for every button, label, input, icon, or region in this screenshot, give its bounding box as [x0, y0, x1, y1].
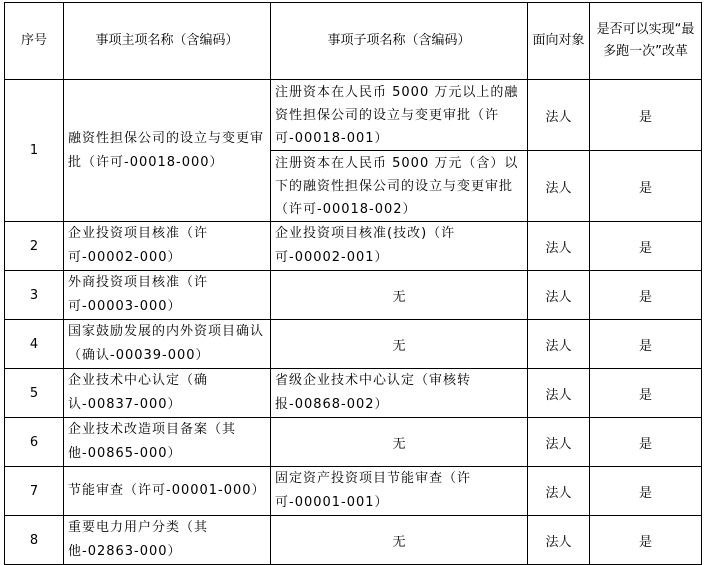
row-main-item: 节能审查（许可-00001-000）: [64, 467, 271, 516]
row-sub-item: 注册资本在人民币 5000 万元以上的融资性担保公司的设立与变更审批（许可-00018-001）: [271, 80, 528, 151]
table-header-row: [5, 3, 702, 80]
row-target: 法人: [528, 80, 590, 151]
table-row: [5, 320, 702, 369]
header-reform: 是否可以实现“最多跑一次”改革: [590, 3, 702, 80]
row-main-item: 融资性担保公司的设立与变更审批（许可-00018-000）: [64, 80, 271, 222]
row-seq: 2: [5, 222, 64, 271]
table-row: [5, 467, 702, 516]
row-sub-item: 无: [271, 418, 528, 467]
row-sub-item: 注册资本在人民币 5000 万元（含）以下的融资性担保公司的设立与变更审批（许可-00018-002）: [271, 151, 528, 222]
row-target: 法人: [528, 320, 590, 369]
row-seq: 3: [5, 271, 64, 320]
reform-items-table: [4, 2, 702, 565]
row-main-item: 国家鼓励发展的内外资项目确认（确认-00039-000）: [64, 320, 271, 369]
row-reform: 是: [590, 320, 702, 369]
table-row: [5, 222, 702, 271]
row-target: 法人: [528, 151, 590, 222]
row-reform: 是: [590, 467, 702, 516]
row-sub-item: 无: [271, 320, 528, 369]
row-reform: 是: [590, 516, 702, 565]
row-target: 法人: [528, 516, 590, 565]
header-seq: 序号: [5, 3, 64, 80]
row-seq: 8: [5, 516, 64, 565]
row-main-item: 企业技术改造项目备案（其他-00865-000）: [64, 418, 271, 467]
row-target: 法人: [528, 369, 590, 418]
row-seq: 5: [5, 369, 64, 418]
row-seq: 1: [5, 80, 64, 222]
row-main-item: 重要电力用户分类（其他-02863-000）: [64, 516, 271, 565]
row-sub-item: 固定资产投资项目节能审查（许可-00001-001）: [271, 467, 528, 516]
table-row: [5, 418, 702, 467]
row-target: 法人: [528, 222, 590, 271]
row-target: 法人: [528, 467, 590, 516]
row-main-item: 企业投资项目核准（许可-00002-000）: [64, 222, 271, 271]
row-seq: 7: [5, 467, 64, 516]
row-target: 法人: [528, 271, 590, 320]
row-reform: 是: [590, 369, 702, 418]
row-sub-item: 无: [271, 516, 528, 565]
table-row: [5, 271, 702, 320]
row-reform: 是: [590, 222, 702, 271]
row-main-item: 企业技术中心认定（确认-00837-000）: [64, 369, 271, 418]
row-reform: 是: [590, 418, 702, 467]
row-seq: 6: [5, 418, 64, 467]
row-sub-item: 无: [271, 271, 528, 320]
table-row: [5, 369, 702, 418]
row-reform: 是: [590, 151, 702, 222]
row-main-item: 外商投资项目核准（许可-00003-000）: [64, 271, 271, 320]
header-sub-item: 事项子项名称（含编码）: [271, 3, 528, 80]
row-target: 法人: [528, 418, 590, 467]
header-target: 面向对象: [528, 3, 590, 80]
row-reform: 是: [590, 80, 702, 151]
row-reform: 是: [590, 271, 702, 320]
table-row: [5, 516, 702, 565]
table-row: [5, 80, 702, 151]
header-main-item: 事项主项名称（含编码）: [64, 3, 271, 80]
row-sub-item: 企业投资项目核准(技改)（许可-00002-001）: [271, 222, 528, 271]
row-sub-item: 省级企业技术中心认定（审核转报-00868-002）: [271, 369, 528, 418]
row-seq: 4: [5, 320, 64, 369]
